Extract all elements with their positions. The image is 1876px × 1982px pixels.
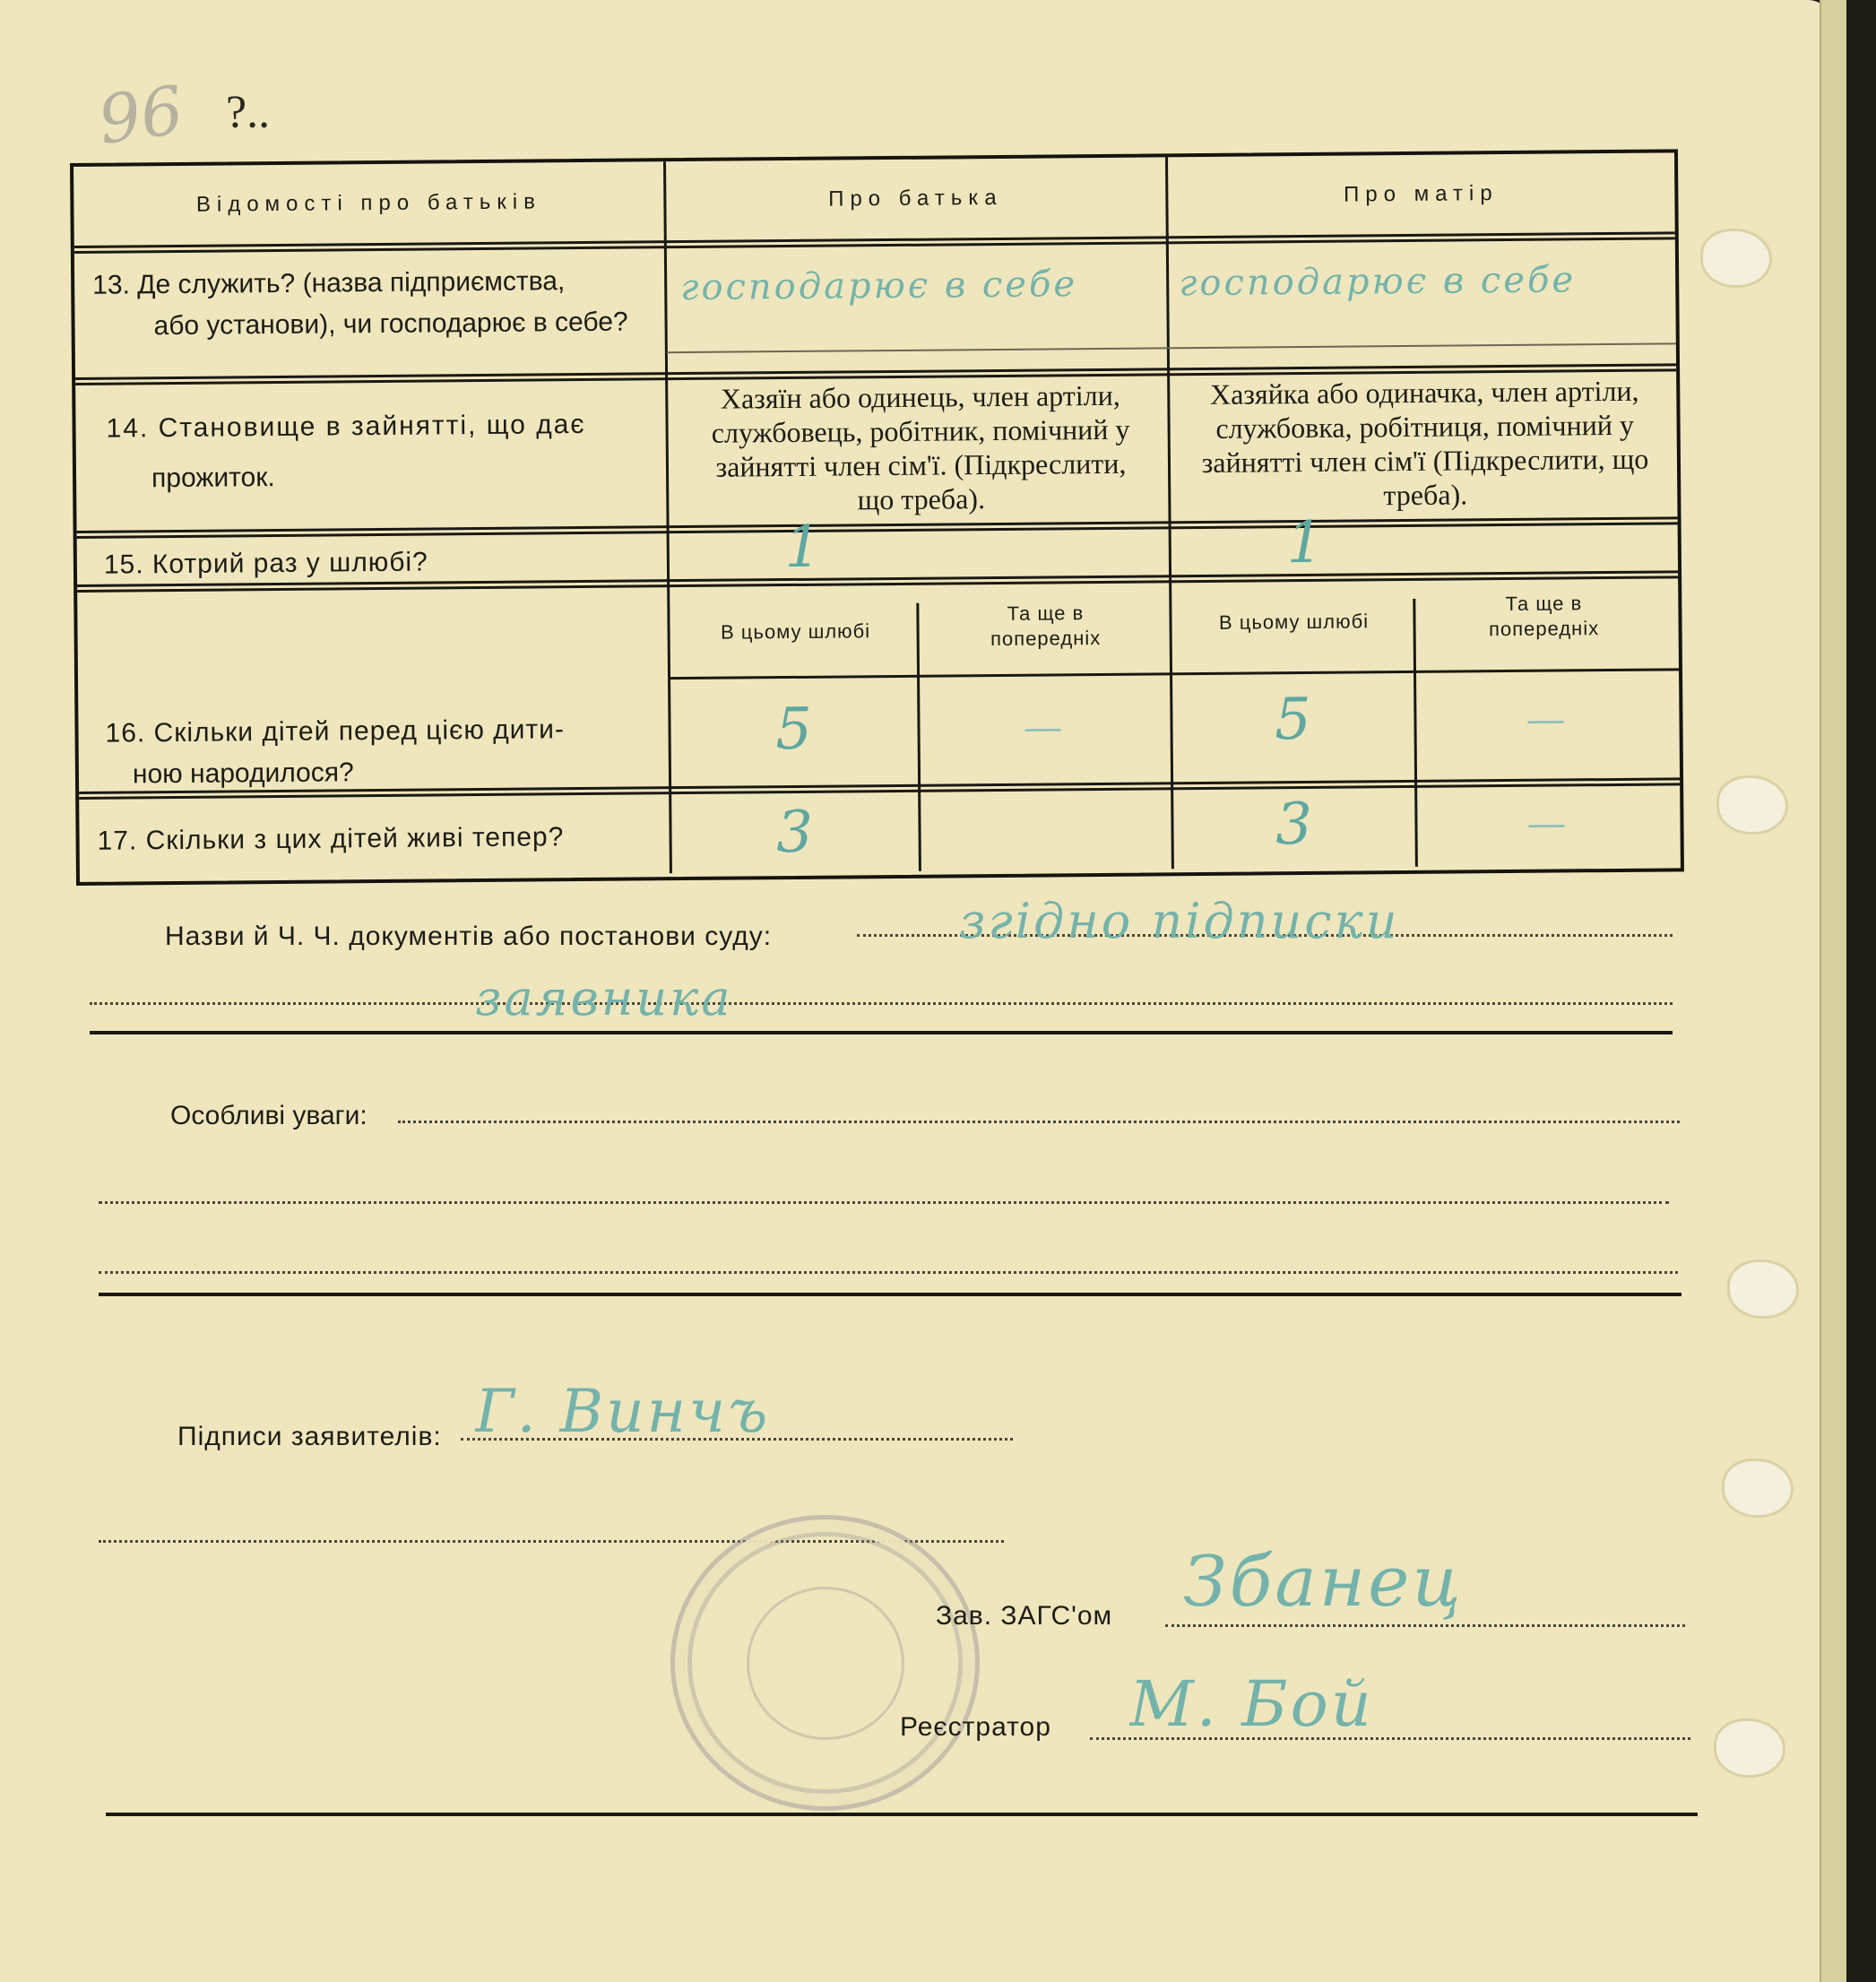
header-father: Про батька [828,185,1003,212]
q14-father-options: Хазяїн або одинець, член артіли, службовець, робітник, помічний у зайнятті член сім'ї. (Підкреслити, що треба). [711,378,1130,516]
q15-label: 15. Котрий раз у шлюбі? [103,547,428,580]
applicants-signatures-label: Підписи заявителів: [177,1422,442,1451]
q13-label-line1: 13. Де служить? (назва підприємства, [92,266,566,300]
q17-label: 17. Скільки з цих дітей живі тепер? [97,822,565,856]
q17-mother-this: 3 [1275,791,1313,859]
q14-label-line1: 14. Становище в зайнятті, що дає [106,409,586,444]
header-parents-info: Відомості про батьків [195,189,541,217]
remarks-line-1 [398,1121,1680,1123]
page-edge [1820,0,1846,1982]
q15-father-answer: 1 [784,514,822,582]
q15-mother-answer: 1 [1286,509,1324,577]
section-divider [99,1293,1681,1296]
registrar-signature: М. Бой [1129,1667,1374,1741]
parents-info-table [70,149,1684,886]
section-divider [90,1031,1673,1034]
subheader-mother-previous: Та ще в попередніх [1488,592,1600,641]
row-divider [74,231,1675,254]
header-mother: Про матір [1343,181,1499,207]
q16-label [105,708,665,795]
subheader-father-previous: Та ще в попередніх [990,602,1102,651]
q14-label-line2: прожиток. [151,463,275,494]
documents-value-line1: згідно підписки [959,893,1400,949]
documents-label: Назви й Ч. Ч. документів або постанови суду: [165,922,773,951]
row-divider [667,342,1676,353]
subheader-mother-this-marriage: В цьому шлюбі [1218,610,1370,634]
q14-mother-options: Хазяйка або одиначка, член артіли, службовка, робітниця, помічний у зайнятті член сім'ї (Підкреслити, що треба). [1201,374,1649,512]
q17-mother-previous: — [1528,803,1565,844]
q17-father-this: 3 [775,799,814,867]
head-signature-line [1165,1624,1685,1627]
bottom-divider [106,1813,1698,1816]
q16-mother-previous: — [1527,699,1564,740]
official-seal-emblem [747,1587,904,1740]
row-divider [670,668,1679,679]
edge-tear [1716,1721,1783,1775]
q13-mother-answer: господарює в себе [1179,259,1577,305]
official-seal [670,1515,980,1811]
edge-tear [1703,231,1769,285]
subheader-father-this-marriage: В цьому шлюбі [720,619,871,644]
remarks-label: Особливі уваги: [170,1101,367,1130]
head-signature: Збанец [1183,1542,1464,1623]
q13-label [92,260,667,348]
q16-label-line2: ною народилося? [132,757,354,790]
edge-tear [1730,1262,1796,1316]
q16-label-line1: 16. Скільки дітей перед цією дити- [105,714,566,749]
q14-label [106,403,662,499]
head-registry-label: Зав. ЗАГС'ом [936,1601,1113,1631]
q16-mother-this: 5 [1274,686,1312,754]
q16-father-this: 5 [774,696,813,764]
margin-mark: ?.. [226,87,271,138]
documents-value-line2: заявника [475,970,733,1026]
edge-tear [1725,1461,1791,1515]
applicants-signature: Г. Винчъ [475,1377,771,1446]
remarks-line-3 [99,1271,1678,1274]
q16-father-previous: — [1024,707,1061,748]
remarks-line-2 [99,1201,1669,1204]
q13-father-answer: господарює в себе [680,264,1078,309]
edge-tear [1719,778,1785,832]
registrar-label: Реєстратор [900,1712,1051,1742]
q17-father-previous [920,797,1167,799]
q13-label-line2: або установи), чи господарює в себе? [153,307,628,342]
archive-page-number: 96 [93,71,188,160]
